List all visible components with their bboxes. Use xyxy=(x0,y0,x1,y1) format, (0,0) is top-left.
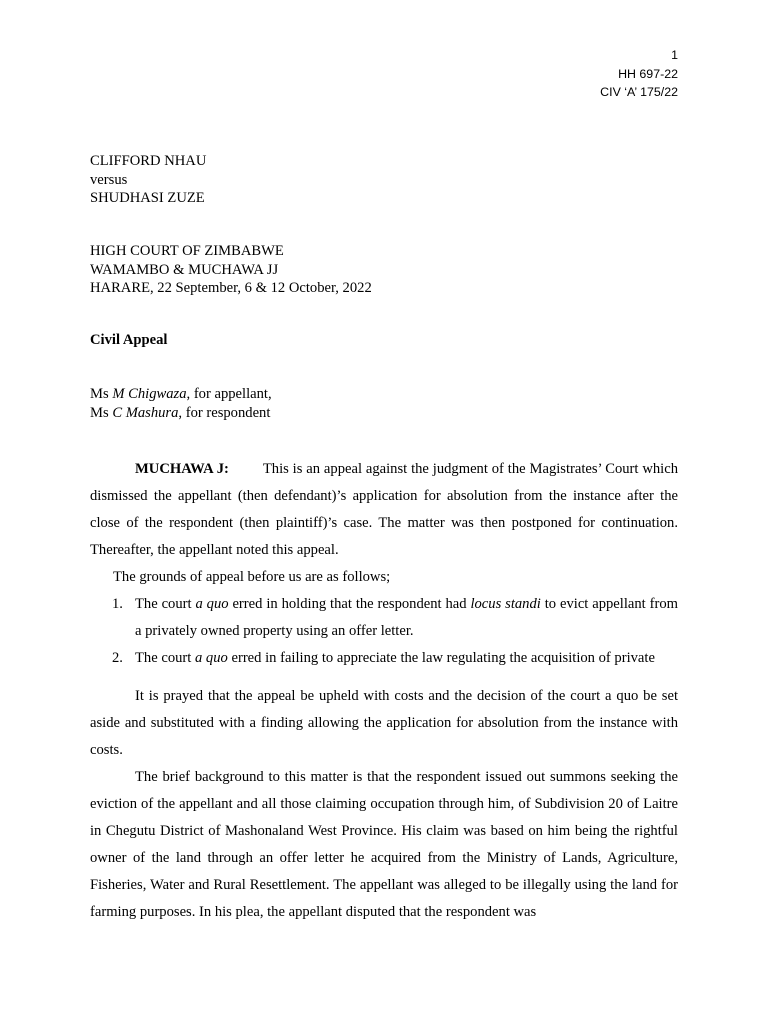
respondent-name: SHUDHASI ZUZE xyxy=(90,190,205,206)
background-paragraph: The brief background to this matter is that the respondent issued out summons seeking the eviction of the appellant and all those claiming occupation through him, of Subdivision 20 of Laitre in Chegutu District of Mashonaland West Province. His claim was based on him being the rightful owner of the land through an offer letter he acquired from the Ministry of Lands, Agriculture, Fisheries, Water and Rural Resettlement. The appellant was alleged to be illegally using the land for farming purposes. In his plea, the appellant disputed that the respondent was xyxy=(90,769,678,920)
ground-text: to evict appellant from a privately owned property using an offer letter. xyxy=(135,596,678,639)
judgment-reference: HH 697-22 xyxy=(618,66,678,81)
page-header xyxy=(600,46,678,102)
judgment-body xyxy=(90,456,678,926)
court-details xyxy=(90,242,372,298)
grounds-list xyxy=(90,591,678,672)
respondent-counsel-role: , for respondent xyxy=(178,404,271,421)
case-reference: CIV ‘A’ 175/22 xyxy=(600,85,678,99)
hearing-place-dates: HARARE, 22 September, 6 & 12 October, 2022 xyxy=(90,280,372,296)
page-number: 1 xyxy=(671,48,678,62)
prayer-paragraph: It is prayed that the appeal be upheld with costs and the decision of the court a quo be set aside and substituted with a finding allowing the application for absolution from the instance with costs. xyxy=(90,688,678,758)
grounds-intro: The grounds of appeal before us are as follows; xyxy=(113,569,391,585)
opening-paragraph-text: This is an appeal against the judgment of the Magistrates’ Court which dismissed the appellant (then defendant)’s application for absolution from the instance after the close of the respondent (then plaintiff)’s case. The matter was then postponed for continuation. Thereafter, the appellant noted this appeal. xyxy=(90,461,678,558)
appellant-counsel xyxy=(90,385,272,404)
ground-item xyxy=(90,645,678,672)
respondent-counsel-name: C Mashura xyxy=(112,404,179,421)
ground-italic: locus standi xyxy=(470,596,541,612)
case-title xyxy=(90,152,206,208)
appellant-counsel-role: , for appellant, xyxy=(186,386,272,402)
ground-text: erred in holding that the respondent had xyxy=(228,596,471,612)
judges: WAMAMBO & MUCHAWA JJ xyxy=(90,261,279,278)
ground-text: The court xyxy=(135,650,195,666)
ground-italic: a quo xyxy=(194,650,228,666)
ground-item xyxy=(90,591,678,645)
ground-number: 1. xyxy=(112,596,123,612)
ground-italic: a quo xyxy=(195,596,229,612)
respondent-counsel-title: Ms xyxy=(90,404,113,421)
judge-label: MUCHAWA J: xyxy=(135,461,229,477)
ground-text: erred in failing to appreciate the law regulating the acquisition of private xyxy=(227,650,655,666)
counsel-list xyxy=(90,385,272,422)
ground-text: The court xyxy=(135,596,196,612)
respondent-counsel xyxy=(90,404,272,423)
versus-label: versus xyxy=(90,171,128,188)
court-name: HIGH COURT OF ZIMBABWE xyxy=(90,243,284,259)
ground-number: 2. xyxy=(112,650,123,666)
case-type-heading: Civil Appeal xyxy=(90,332,168,348)
appellant-counsel-name: M Chigwaza xyxy=(112,386,187,402)
appellant-counsel-title: Ms xyxy=(90,386,113,402)
opening-paragraph xyxy=(90,456,678,564)
appellant-name: CLIFFORD NHAU xyxy=(90,153,207,169)
